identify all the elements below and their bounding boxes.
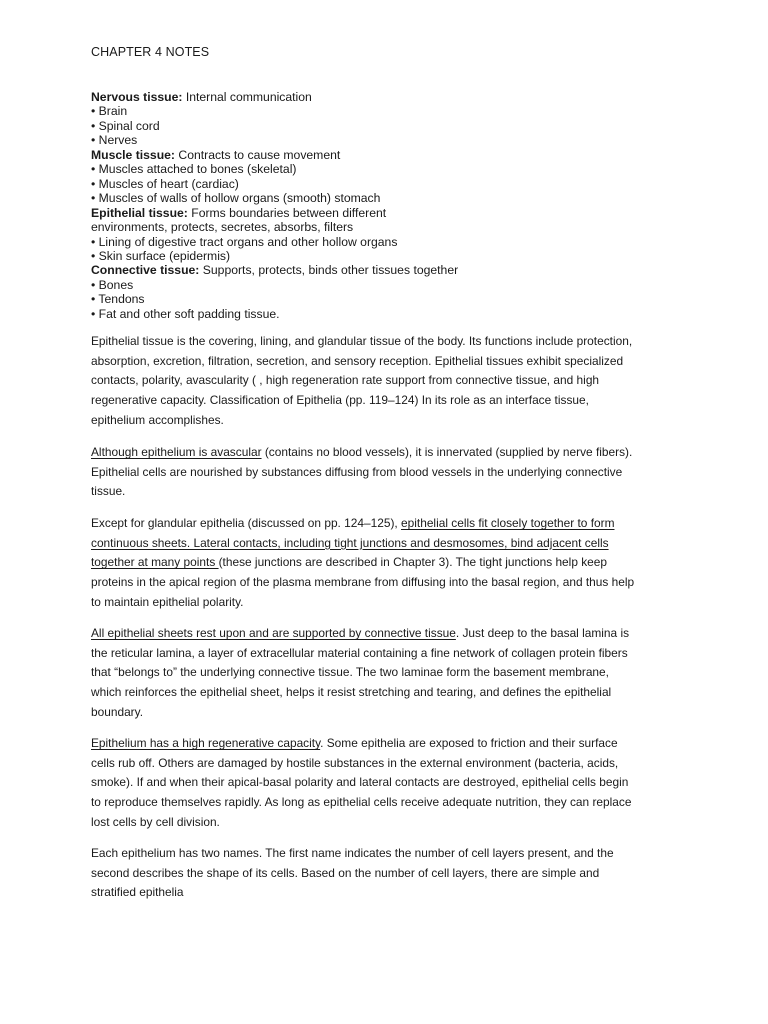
outline-bullet-line xyxy=(91,235,691,249)
underlined-text: Although epithelium is avascular xyxy=(91,445,262,459)
paragraph-line xyxy=(91,793,681,813)
paragraph-regeneration xyxy=(91,734,681,833)
outline-text: • Brain xyxy=(91,104,128,119)
paragraph-lateral-contacts xyxy=(91,514,681,613)
body-text: to maintain epithelial polarity. xyxy=(91,594,244,609)
outline-text: • Lining of digestive tract organs and other hollow organs xyxy=(91,234,398,249)
paragraph-line xyxy=(91,371,681,391)
paragraph-line xyxy=(91,534,681,554)
outline-bullet-line xyxy=(91,278,691,292)
body-text: Each epithelium has two names. The first name indicates the number of cell layers present, and the xyxy=(91,846,614,860)
outline-bullet-line xyxy=(91,133,691,147)
outline-heading-line xyxy=(91,206,691,220)
outline-text: environments, protects, secretes, absorbs, filters xyxy=(91,220,354,235)
outline-heading: Epithelial tissue: xyxy=(91,205,188,220)
paragraph-line xyxy=(91,813,681,833)
outline-bullet-line xyxy=(91,162,691,176)
body-text: which reinforces the epithelial sheet, helps it resist stretching and tearing, and defines the epithelial xyxy=(91,685,612,700)
outline-heading-line xyxy=(91,148,691,162)
paragraph-line xyxy=(91,443,681,463)
paragraph-line xyxy=(91,624,681,644)
body-text: the reticular lamina, a layer of extracellular material containing a fine network of collagen protein fibers xyxy=(91,645,628,660)
body-text: absorption, excretion, filtration, secretion, and sensory reception. Epithelial tissues exhibit specialized xyxy=(91,353,624,368)
outline-heading: Connective tissue: xyxy=(91,263,200,278)
paragraph-line xyxy=(91,352,681,372)
outline-text: • Muscles of heart (cardiac) xyxy=(91,176,239,191)
paragraph-line xyxy=(91,332,681,352)
outline-text: • Muscles of walls of hollow organs (smooth) stomach xyxy=(91,191,381,206)
outline-heading: Muscle tissue: xyxy=(91,147,175,162)
outline-bullet-line xyxy=(91,119,691,133)
paragraph-line xyxy=(91,553,681,573)
body-text: contacts, polarity, avascularity ( , high regeneration rate support from connective tissue, and high xyxy=(91,373,600,388)
paragraph-line xyxy=(91,683,681,703)
paragraph-line xyxy=(91,514,681,534)
body-text: that “belongs to” the underlying connective tissue. The two laminae form the basement membrane, xyxy=(91,665,609,680)
body-text: . Just deep to the basal lamina is xyxy=(455,626,630,640)
tissue-outline xyxy=(91,90,691,321)
page-title: CHAPTER 4 NOTES xyxy=(91,45,210,59)
paragraph-line xyxy=(91,883,681,903)
paragraph-avascular xyxy=(91,443,681,502)
body-text: Except for glandular epithelia (discussed on pp. 124–125), xyxy=(91,516,402,530)
body-text: (these junctions are described in Chapter 3). The tight junctions help keep xyxy=(218,555,608,570)
paragraph-line xyxy=(91,663,681,683)
outline-heading: Nervous tissue: xyxy=(91,90,183,104)
underlined-text: All epithelial sheets rest upon and are supported by connective tissue xyxy=(91,626,456,640)
paragraph-line xyxy=(91,463,681,483)
body-text: second describes the shape of its cells. Based on the number of cell layers, there are simple and xyxy=(91,865,600,880)
paragraph-line xyxy=(91,573,681,593)
underlined-text: together at many points xyxy=(91,555,219,570)
outline-text: Supports, protects, binds other tissues together xyxy=(199,263,459,278)
paragraph-line xyxy=(91,644,681,664)
paragraph-line xyxy=(91,411,681,431)
paragraph-line xyxy=(91,593,681,613)
outline-text: • Muscles attached to bones (skeletal) xyxy=(91,162,297,177)
body-text: epithelium accomplishes. xyxy=(91,412,224,427)
body-text: lost cells by cell division. xyxy=(91,814,220,829)
paragraph-line xyxy=(91,754,681,774)
body-text: to reproduce themselves rapidly. As long as epithelial cells receive adequate nutrition, they can replace xyxy=(91,795,632,810)
paragraph-line xyxy=(91,844,681,864)
outline-text: • Fat and other soft padding tissue. xyxy=(91,306,280,321)
body-text: Epithelial cells are nourished by substances diffusing from blood vessels in the underlying connective xyxy=(91,464,623,479)
paragraph-classification xyxy=(91,844,681,903)
outline-bullet-line xyxy=(91,220,691,234)
outline-bullet-line xyxy=(91,307,691,321)
paragraph-line xyxy=(91,734,681,754)
paragraph-line xyxy=(91,703,681,723)
outline-text: • Tendons xyxy=(91,292,145,307)
body-text: cells rub off. Others are damaged by hostile substances in the external environment (bacteria, acids, xyxy=(91,755,619,770)
outline-bullet-line xyxy=(91,292,691,306)
outline-bullet-line xyxy=(91,177,691,191)
paragraph-line xyxy=(91,773,681,793)
outline-text: • Bones xyxy=(91,277,134,292)
body-text: (contains no blood vessels), it is innervated (supplied by nerve fibers). xyxy=(261,445,633,459)
outline-heading-line xyxy=(91,263,691,277)
body-text: stratified epithelia xyxy=(91,885,184,900)
body-text: boundary. xyxy=(91,704,144,719)
body-text: tissue. xyxy=(91,484,126,499)
outline-bullet-line xyxy=(91,191,691,205)
outline-bullet-line xyxy=(91,104,691,118)
outline-text: Forms boundaries between different xyxy=(187,205,387,220)
underlined-text: continuous sheets. Lateral contacts, including tight junctions and desmosomes, bind adjacent cells xyxy=(91,535,609,550)
underlined-text: epithelial cells fit closely together to form xyxy=(401,516,615,530)
paragraph-line xyxy=(91,391,681,411)
outline-text: • Nerves xyxy=(91,133,138,148)
outline-text: Internal communication xyxy=(182,90,312,104)
paragraph-line xyxy=(91,864,681,884)
paragraph-connective-support xyxy=(91,624,681,723)
paragraph-epithelial-tissue xyxy=(91,332,681,431)
underlined-text: Epithelium has a high regenerative capacity xyxy=(91,736,321,750)
outline-heading-line xyxy=(91,90,691,104)
body-text: proteins in the apical region of the plasma membrane from diffusing into the basal region, and thus help xyxy=(91,575,635,590)
outline-text: • Spinal cord xyxy=(91,118,160,133)
paragraph-line xyxy=(91,482,681,502)
outline-text: • Skin surface (epidermis) xyxy=(91,248,231,263)
body-text: smoke). If and when their apical-basal polarity and lateral contacts are destroyed, epithelial cells begin xyxy=(91,775,629,790)
outline-text: Contracts to cause movement xyxy=(175,147,341,162)
body-text: . Some epithelia are exposed to friction and their surface xyxy=(320,736,618,750)
body-text: regenerative capacity. Classification of Epithelia (pp. 119–124) In its role as an interface tissue, xyxy=(91,393,589,408)
body-text: Epithelial tissue is the covering, lining, and glandular tissue of the body. Its functions include protection, xyxy=(91,334,633,348)
outline-bullet-line xyxy=(91,249,691,263)
